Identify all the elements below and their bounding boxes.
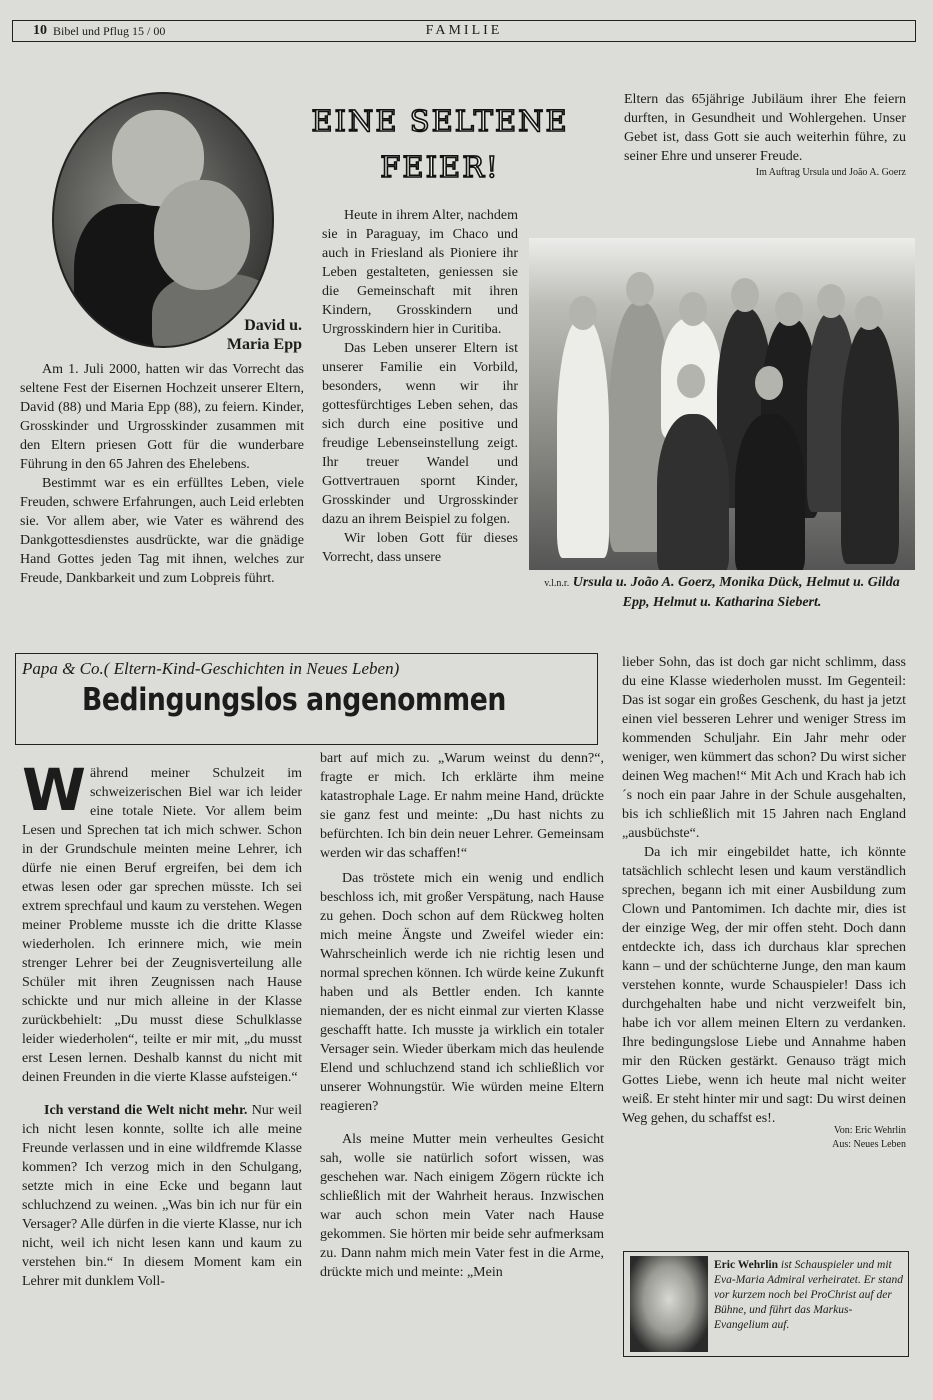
portrait-caption: David u. Maria Epp	[226, 317, 302, 353]
drop-cap: W	[22, 756, 86, 824]
article2-credit: Von: Eric Wehrlin Aus: Neues Leben	[832, 1125, 906, 1150]
paragraph: Heute in ihrem Alter, nachdem sie in Paraguay, im Chaco und auch in Friesland als Pioniere ihr Leben gestalteten, geniessen sie die Gemeinschaft mit ihren Kindern, Grosskindern und Urgrosskindern hier in Curitiba.	[322, 208, 518, 337]
article2-column1	[22, 756, 302, 1291]
article1-credit: Im Auftrag Ursula und João A. Goerz	[755, 167, 906, 178]
author-photo	[630, 1256, 708, 1352]
paragraph: Während meiner Schulzeit im schweizerischen Biel war ich leider eine totale Niete. Vor allem beim Lesen und Sprechen tat ich mich schwer. Schon in der Grundschule meinten meine Lehrer, ich dürfe nie einen Beruf ergreifen, bei dem ich etwas lesen oder gar sprechen müsste. Ich sei extrem sprechfaul und kaum zu verstehen. Wegen meiner Probleme musste ich die dritte Klasse wiederholen. Ich erinnere mich, wie mein strenger Lehrer bei der Zeugnisverteilung alle Schüler mit ihren Zeugnissen nach Hause schickte und nur mich alleine in der Klasse zurückbehielt: „Du musst diese Schulklasse leider wiederholen“, teilte er mir mit, „du musst erst Lesen lernen. Deshalb kannst du nicht mit deinen Freunden in die vierte Klasse aufsteigen.“	[22, 756, 302, 1085]
author-bio-box	[623, 1251, 909, 1357]
author-bio: Eric Wehrlin ist Schauspieler und mit Eva-Maria Admiral verheiratet. Er stand vor kurzem noch bei ProChrist auf der Bühne, und führt das Markus-Evangelium auf.	[714, 1259, 903, 1331]
paragraph: Das Leben unserer Eltern ist unserer Familie ein Vorbild, besonders, wenn wir ihr gottesfürchtiges Leben sehen, das sich durch eine positive und freudige Lebenseinstellung zeigt. Ihr treuer Wandel und Gottvertrauen spornt Kinder, Grosskinder und Urgrosskinder dazu an ihrem Beispiel zu folgen.	[322, 341, 518, 527]
photo-caption: v.l.n.r. Ursula u. João A. Goerz, Monika Dück, Helmut u. Gilda Epp, Helmut u. Katharina Siebert.	[544, 575, 900, 610]
paragraph: Ich verstand die Welt nicht mehr. Nur weil ich nicht lesen konnte, sollte ich alle meine Freunde verlassen und in eine wildfremde Klasse kommen? Ich verzog mich in den Schulgang, setzte mich in eine Ecke und begann laut schluchzend zu weinen. „Was bin ich nur für ein Versager? Alle dürfen in die vierte Klasse, nur ich nicht, weil ich nicht lesen kann und kaum zu verstehen bin.“ In diesem Moment kam ein Lehrer mit dunklem Voll-	[22, 1103, 302, 1289]
article1-column1	[20, 360, 304, 588]
paragraph: Als meine Mutter mein verheultes Gesicht sah, wolle sie natürlich sofort wissen, was geschehen war. Nach einigem Zögern rückte ich schließlich mit der Wahrheit heraus. Inzwischen war auch schon mein Vater nach Hause gekommen. Sie hörten mir beide sehr aufmerksam zu. Dann nahm mich mein Vater fest in die Arme, drückte mich und meinte: „Mein	[320, 1132, 604, 1280]
article2-headline: Bedingungslos angenommen	[82, 682, 506, 718]
publication-name: Bibel und Pflug 15 / 00	[53, 23, 166, 38]
article2-headline-box	[15, 653, 598, 745]
couple-portrait	[52, 92, 274, 348]
section-title: FAMILIE	[425, 23, 503, 38]
paragraph: lieber Sohn, das ist doch gar nicht schlimm, dass du eine Klasse wiederholen musst. Im Gegenteil: Das ist sogar ein großes Geschenk, du hast ja jetzt einen viel besseren Lehrer und weniger Stress im kommenden Schuljahr. Ein Jahr mehr oder weniger, wen kümmert das schon? Du wirst sicher deinen Weg machen!“ Mit Ach und Krach hab ich´s noch ein paar Jahre in der Schule ausgehalten, bis ich schließlich mit 15 Jahren nach England „ausbüchste“.	[622, 655, 906, 841]
article1-column2	[322, 206, 518, 567]
article2-kicker: Papa & Co.( Eltern-Kind-Geschichten in Neues Leben)	[22, 659, 400, 678]
family-group-photo	[529, 238, 915, 570]
paragraph: Eltern das 65jährige Jubiläum ihrer Ehe feiern durften, in Gesundheit und Wohlergehen. Unser Gebet ist, dass Gott sie auch weiterhin führe, zu seiner Ehre und unserer Freude.	[624, 92, 906, 164]
article1-column3	[624, 90, 906, 180]
article2-column2	[320, 749, 604, 1282]
paragraph: bart auf mich zu. „Warum weinst du denn?“, fragte er mich. Ich erklärte ihm meine katastrophale Lage. Er nahm meine Hand, drückte sie ganz fest und meinte: „Du hast nichts zu befürchten. Ich bin dein neuer Lehrer. Gemeinsam werden wir das schaffen!“	[320, 751, 604, 861]
paragraph: Das tröstete mich ein wenig und endlich beschloss ich, mit großer Verspätung, nach Hause zu gehen. Doch schon auf dem Rückweg holten mich meine Ängste und Zweifel wieder ein: Wahrscheinlich werde ich nie richtig lesen und normal sprechen können. Ich würde keine Zukunft haben und als Bettler enden. Ich kannte niemanden, der es nicht einmal zur vierten Klasse geschafft hatte. Ich musste ja wirklich ein totaler Versager sein. Wieder überkam mich das heulende Elend und schluchzend stand ich schließlich vor unserer Wohnungstür. Wie würden meine Eltern reagieren?	[320, 871, 604, 1114]
page-number: 10	[33, 23, 47, 38]
page-header	[12, 20, 916, 42]
paragraph: Bestimmt war es ein erfülltes Leben, viele Freuden, schwere Erfahrungen, auch Leid erlebten sie. Vor allem aber, wie Vater es während des Dankgottesdienstes ausdrückte, war die gnädige Hand Gottes jeden Tag mit ihnen, welches zur Freude, Dankbarkeit und zum Lobpreis führt.	[20, 476, 304, 586]
paragraph: Da ich mir eingebildet hatte, ich könnte tatsächlich schlecht lesen und kaum verständlich sprechen, begann ich mit einer Ausbildung zum Clown und Pantomimen. Ich dachte mir, dies ist der einzige Weg, der mir offen steht. Doch dann entdeckte ich, dass ich durchaus klar sprechen kann – und der schüchterne Junge, den man kaum verstehen konnte, wurde Schauspieler! Dass ich durchgehalten habe und nicht verzweifelt bin, habe ich vor allem meinen Eltern zu verdanken. Ihre bedingungslose Liebe und Annahme haben mir den Rücken gestärkt. Genauso trägt mich Gottes Liebe, wenn ich heute mal nicht weiter weiß. Er steht hinter mir und sagt: Du wirst deinen Weg gehen, du schaffst es!.	[622, 845, 906, 1126]
paragraph: Am 1. Juli 2000, hatten wir das Vorrecht das seltene Fest der Eisernen Hochzeit unserer Eltern, David (88) und Maria Epp (88), zu feiern. Kinder, Grosskinder und Urgrosskinder zusammen mit den Eltern priesen Gott für die wunderbare Führung in den 65 Jahren des Ehelebens.	[20, 362, 304, 472]
article-title: EINE SELTENE FEIER!	[311, 104, 569, 184]
article2-column3	[622, 653, 906, 1152]
paragraph: Wir loben Gott für dieses Vorrecht, dass unsere	[322, 531, 518, 565]
